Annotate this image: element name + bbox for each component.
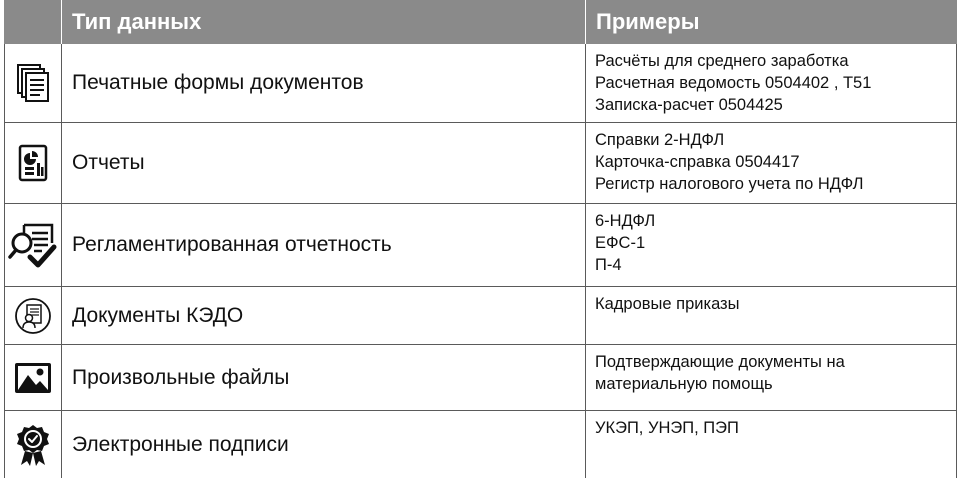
row-examples — [586, 44, 957, 123]
row-icon-cell — [4, 345, 62, 411]
row-type: Документы КЭДО — [62, 287, 586, 345]
report-chart-icon — [17, 143, 49, 183]
row-icon-cell — [4, 411, 62, 478]
documents-stack-icon — [16, 63, 50, 103]
row-type: Произвольные файлы — [62, 345, 586, 411]
example-item: Регистр налогового учета по НДФЛ — [595, 175, 864, 193]
row-icon-cell — [4, 204, 62, 287]
header-icon-column — [4, 0, 62, 44]
example-item: П-4 — [595, 256, 622, 274]
row-examples — [586, 345, 957, 411]
header-type: Тип данных — [62, 0, 586, 44]
example-item: материальную помощь — [595, 375, 773, 393]
row-examples — [586, 287, 957, 345]
example-item: Справки 2-НДФЛ — [595, 131, 725, 149]
row-examples — [586, 411, 957, 478]
example-item: ЕФС-1 — [595, 234, 646, 252]
example-item: УКЭП, УНЭП, ПЭП — [595, 419, 739, 437]
data-types-table — [4, 0, 957, 478]
row-examples — [586, 204, 957, 287]
example-item: Подтверждающие документы на — [595, 353, 845, 371]
row-icon-cell — [4, 287, 62, 345]
example-item: Записка-расчет 0504425 — [595, 96, 783, 114]
row-icon-cell — [4, 44, 62, 123]
row-type: Электронные подписи — [62, 411, 586, 478]
example-item: Расчетная ведомость 0504402 , Т51 — [595, 74, 872, 92]
example-item: Расчёты для среднего заработка — [595, 52, 849, 70]
header-examples: Примеры — [586, 0, 957, 44]
row-type: Отчеты — [62, 123, 586, 204]
example-item: Кадровые приказы — [595, 295, 740, 313]
checklist-search-icon — [8, 221, 58, 269]
example-item: Карточка-справка 0504417 — [595, 153, 800, 171]
row-type: Печатные формы документов — [62, 44, 586, 123]
hr-document-icon — [13, 296, 53, 336]
example-item: 6-НДФЛ — [595, 212, 656, 230]
image-file-icon — [13, 361, 53, 395]
row-icon-cell — [4, 123, 62, 204]
row-examples — [586, 123, 957, 204]
signature-badge-icon — [15, 423, 51, 467]
row-type: Регламентированная отчетность — [62, 204, 586, 287]
